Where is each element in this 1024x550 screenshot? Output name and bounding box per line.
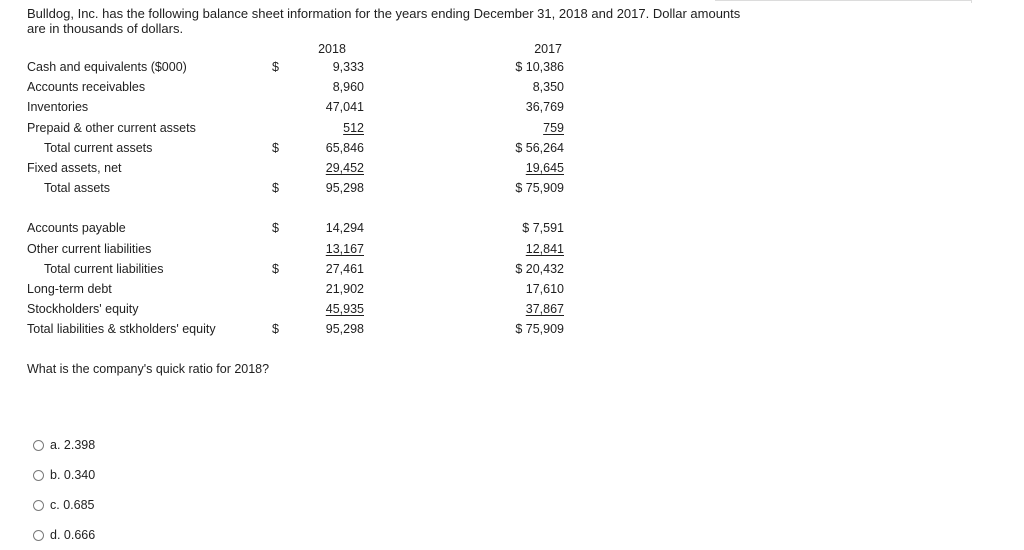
table-row: [27, 259, 564, 279]
value-2017: $ 7,591: [522, 221, 564, 236]
answer-options: [33, 430, 95, 550]
table-row: [27, 77, 564, 97]
row-label: Inventories: [27, 100, 89, 115]
option-d[interactable]: [33, 520, 95, 550]
dollar-sign: [272, 118, 300, 138]
table-row: [27, 279, 564, 299]
value-2018: 512: [343, 120, 364, 135]
table-row: [27, 319, 564, 339]
dollar-sign: [272, 299, 300, 319]
value-2017: 8,350: [532, 80, 564, 95]
balance-sheet-table: [27, 40, 564, 339]
table-row: [27, 158, 564, 178]
table-row: [27, 178, 564, 198]
option-label[interactable]: a. 2.398: [50, 438, 96, 452]
table-header-row: [27, 40, 564, 57]
option-a[interactable]: [33, 430, 95, 460]
row-label: Fixed assets, net: [27, 161, 122, 176]
value-2017: $ 56,264: [515, 140, 564, 155]
value-2017: 37,867: [525, 302, 564, 317]
dollar-sign: $: [272, 322, 279, 337]
value-2018: 47,041: [325, 100, 364, 115]
dollar-sign: $: [272, 181, 279, 196]
value-2018: 95,298: [325, 181, 364, 196]
value-2018: 13,167: [325, 241, 364, 256]
value-2018: 29,452: [325, 161, 364, 176]
row-label: Long-term debt: [27, 281, 112, 296]
dollar-sign: [272, 279, 300, 299]
table-row: [27, 218, 564, 238]
value-2017: $ 75,909: [515, 181, 564, 196]
dollar-sign: [272, 97, 300, 117]
question-text: What is the company's quick ratio for 2018?: [27, 362, 270, 376]
header-2017: 2017: [534, 41, 562, 56]
option-label[interactable]: c. 0.685: [50, 498, 95, 512]
value-2018: 14,294: [325, 221, 364, 236]
value-2018: 65,846: [325, 140, 364, 155]
table-spacer-row: [27, 198, 564, 218]
value-2017: 12,841: [525, 241, 564, 256]
table-row: [27, 299, 564, 319]
dollar-sign: $: [272, 140, 279, 155]
table-row: [27, 239, 564, 259]
row-label: Stockholders' equity: [27, 302, 139, 317]
radio-button-icon[interactable]: [33, 470, 44, 481]
header-2018: 2018: [318, 41, 346, 56]
table-row: [27, 57, 564, 77]
dollar-sign: $: [272, 60, 279, 75]
dollar-sign: [272, 239, 300, 259]
value-2017: 17,610: [525, 281, 564, 296]
row-label: Accounts payable: [27, 221, 126, 236]
table-row: [27, 97, 564, 117]
row-label: Prepaid & other current assets: [27, 120, 196, 135]
value-2017: 36,769: [525, 100, 564, 115]
value-2017: $ 10,386: [515, 60, 564, 75]
top-frame-edge: [715, 0, 972, 3]
value-2018: 45,935: [325, 302, 364, 317]
dollar-sign: [272, 77, 300, 97]
row-label: Accounts receivables: [27, 80, 146, 95]
dollar-sign: [272, 158, 300, 178]
value-2017: $ 20,432: [515, 261, 564, 276]
value-2018: 8,960: [332, 80, 364, 95]
row-label: Other current liabilities: [27, 241, 152, 256]
radio-button-icon[interactable]: [33, 500, 44, 511]
value-2018: 95,298: [325, 322, 364, 337]
row-label: Total current liabilities: [44, 261, 164, 276]
option-label[interactable]: b. 0.340: [50, 468, 96, 482]
row-label: Cash and equivalents ($000): [27, 60, 187, 75]
value-2018: 9,333: [332, 60, 364, 75]
row-label: Total liabilities & stkholders' equity: [27, 322, 216, 337]
value-2018: 21,902: [325, 281, 364, 296]
value-2017: $ 75,909: [515, 322, 564, 337]
value-2018: 27,461: [325, 261, 364, 276]
row-label: Total assets: [44, 181, 111, 196]
option-b[interactable]: [33, 460, 95, 490]
table-row: [27, 118, 564, 138]
option-c[interactable]: [33, 490, 95, 520]
table-row: [27, 138, 564, 158]
value-2017: 759: [543, 120, 564, 135]
question-intro: Bulldog, Inc. has the following balance sheet information for the years ending December 31, 2018 and 2017. Dollar amounts are in thousands of dollars.: [27, 6, 741, 36]
radio-button-icon[interactable]: [33, 440, 44, 451]
dollar-sign: $: [272, 221, 279, 236]
option-label[interactable]: d. 0.666: [50, 528, 96, 542]
radio-button-icon[interactable]: [33, 530, 44, 541]
row-label: Total current assets: [44, 140, 153, 155]
value-2017: 19,645: [525, 161, 564, 176]
dollar-sign: $: [272, 261, 279, 276]
